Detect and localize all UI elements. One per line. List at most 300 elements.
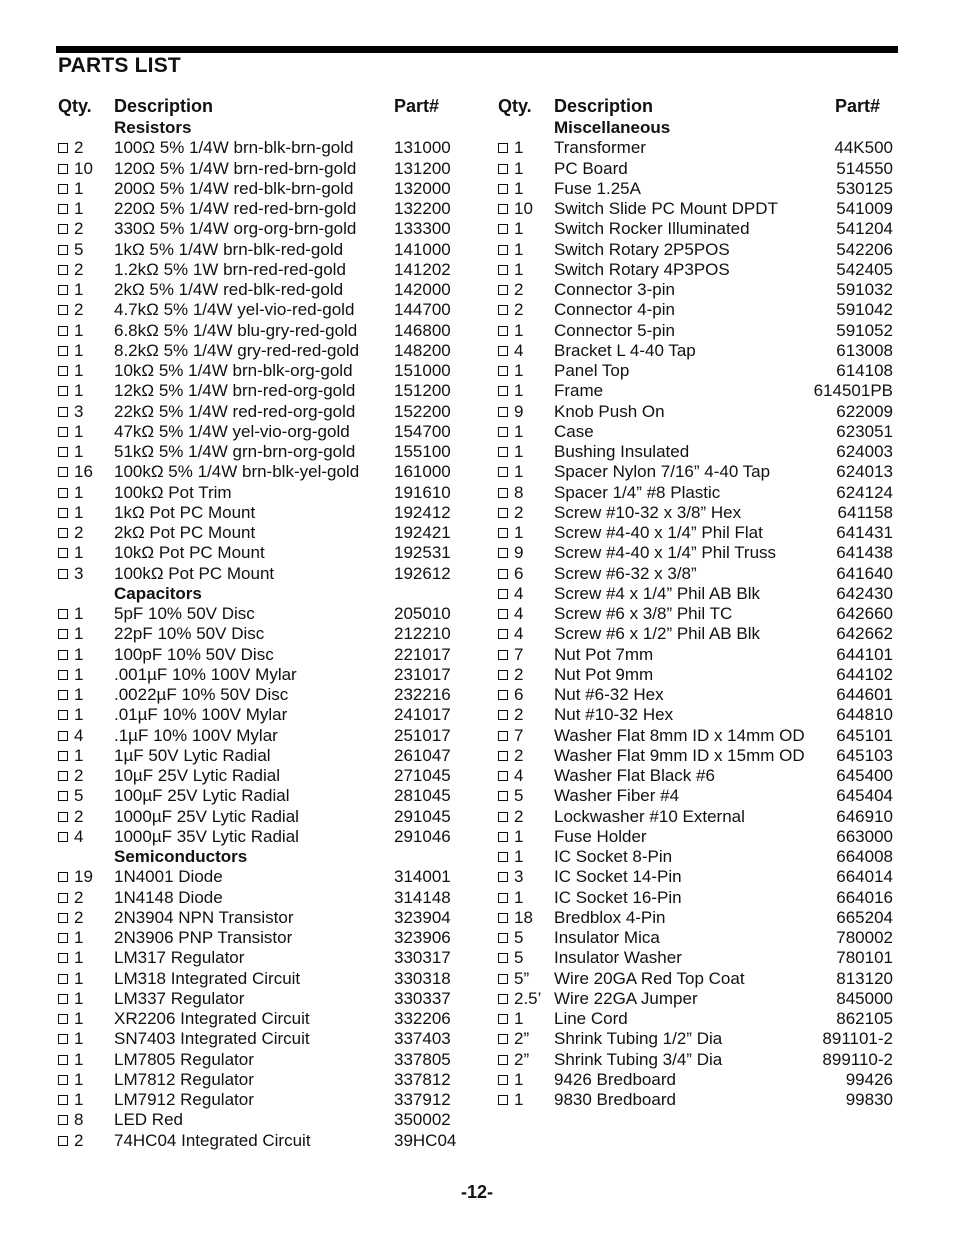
checkbox-icon[interactable] <box>58 204 68 214</box>
part-row <box>58 645 458 665</box>
part-qty <box>58 908 83 928</box>
checkbox-icon[interactable] <box>498 326 508 336</box>
part-description: LM318 Integrated Circuit <box>114 968 301 988</box>
checkbox-icon[interactable] <box>498 731 508 741</box>
part-row <box>498 240 896 260</box>
part-qty <box>58 807 83 827</box>
qty-value: 2 <box>74 523 84 542</box>
part-qty <box>498 867 523 887</box>
part-number: 664008 <box>836 847 893 866</box>
part-row <box>498 503 896 523</box>
checkbox-icon[interactable] <box>498 143 508 153</box>
checkbox-icon[interactable] <box>498 589 508 599</box>
checkbox-icon[interactable] <box>498 407 508 417</box>
part-number: 663000 <box>836 826 893 846</box>
part-row <box>58 726 458 746</box>
part-row <box>58 402 458 422</box>
part-qty <box>58 827 83 847</box>
qty-value: 1 <box>74 280 84 299</box>
checkbox-icon[interactable] <box>58 447 68 457</box>
part-qty <box>58 280 83 300</box>
part-qty <box>58 523 83 543</box>
part-row <box>498 422 896 442</box>
part-row <box>498 807 896 827</box>
part-qty <box>498 847 523 867</box>
checkbox-icon[interactable] <box>498 386 508 396</box>
part-description: 220Ω 5% 1/4W red-red-brn-gold <box>114 199 357 218</box>
page-title: PARTS LIST <box>58 54 181 77</box>
part-description: Screw #6 x 3/8” Phil TC <box>554 604 733 623</box>
part-row <box>498 1090 896 1110</box>
part-description: 9426 Bredboard <box>554 1069 676 1089</box>
part-qty <box>498 604 523 624</box>
column-header <box>58 96 458 118</box>
part-number: 337805 <box>394 1049 451 1069</box>
checkbox-icon[interactable] <box>58 731 68 741</box>
part-description: Screw #6-32 x 3/8” <box>554 563 697 583</box>
part-number: 665204 <box>836 907 893 927</box>
part-number: 141000 <box>394 239 451 259</box>
checkbox-icon[interactable] <box>58 528 68 538</box>
part-row <box>498 786 896 806</box>
part-qty <box>498 928 523 948</box>
part-number: 155100 <box>394 442 451 461</box>
part-description: 1000µF 25V Lytic Radial <box>114 806 299 826</box>
checkbox-icon[interactable] <box>58 488 68 498</box>
part-row <box>58 199 458 219</box>
part-qty <box>58 604 83 624</box>
part-row <box>58 1090 458 1110</box>
checkbox-icon[interactable] <box>498 265 508 275</box>
part-description: 8.2kΩ 5% 1/4W gry-red-red-gold <box>114 340 360 360</box>
part-number: 845000 <box>836 988 893 1008</box>
part-number: 323904 <box>394 907 451 927</box>
part-description: 10µF 25V Lytic Radial <box>114 766 281 785</box>
checkbox-icon[interactable] <box>58 569 68 579</box>
part-description: Nut #10-32 Hex <box>554 705 674 725</box>
part-qty <box>58 969 83 989</box>
part-description: 120Ω 5% 1/4W brn-red-brn-gold <box>114 158 357 178</box>
part-number: 624124 <box>836 482 893 502</box>
checkbox-icon[interactable] <box>498 224 508 234</box>
qty-value: 1 <box>74 948 84 968</box>
part-row <box>58 1070 458 1090</box>
part-row <box>58 1029 458 1049</box>
checkbox-icon[interactable] <box>58 184 68 194</box>
checkbox-icon[interactable] <box>58 974 68 984</box>
part-row <box>498 321 896 341</box>
part-qty <box>58 1009 83 1029</box>
parts-rows-right <box>498 118 896 1110</box>
checkbox-icon[interactable] <box>58 609 68 619</box>
checkbox-icon[interactable] <box>58 690 68 700</box>
part-qty <box>498 543 523 563</box>
checkbox-icon[interactable] <box>498 164 508 174</box>
header-part: Part# <box>394 96 440 116</box>
part-qty <box>498 665 523 685</box>
part-row <box>58 564 458 584</box>
part-number: 131000 <box>394 138 451 158</box>
part-row <box>498 645 896 665</box>
checkbox-icon[interactable] <box>498 913 508 923</box>
part-qty <box>498 624 523 644</box>
qty-value: 1 <box>514 1090 524 1109</box>
part-row <box>498 1029 896 1049</box>
checkbox-icon[interactable] <box>58 427 68 437</box>
section-title: Capacitors <box>114 583 202 603</box>
checkbox-icon[interactable] <box>58 710 68 720</box>
checkbox-icon[interactable] <box>498 1014 508 1024</box>
part-number: 645400 <box>836 766 893 785</box>
part-row <box>58 321 458 341</box>
part-qty <box>58 1110 83 1130</box>
checkbox-icon[interactable] <box>498 427 508 437</box>
part-qty <box>58 543 83 563</box>
checkbox-icon[interactable] <box>498 285 508 295</box>
checkbox-icon[interactable] <box>498 690 508 700</box>
checkbox-icon[interactable] <box>58 1034 68 1044</box>
part-number: 644601 <box>836 685 893 704</box>
part-qty <box>498 766 523 786</box>
checkbox-icon[interactable] <box>58 366 68 376</box>
checkbox-icon[interactable] <box>498 791 508 801</box>
checkbox-icon[interactable] <box>58 265 68 275</box>
part-row <box>498 543 896 563</box>
part-row <box>498 280 896 300</box>
checkbox-icon[interactable] <box>58 326 68 336</box>
checkbox-icon[interactable] <box>58 629 68 639</box>
checkbox-icon[interactable] <box>58 670 68 680</box>
part-qty <box>58 867 93 887</box>
checkbox-icon[interactable] <box>498 953 508 963</box>
part-row <box>498 604 896 624</box>
checkbox-icon[interactable] <box>498 204 508 214</box>
part-qty <box>58 726 83 746</box>
part-qty <box>498 1090 523 1110</box>
qty-value: 1 <box>514 523 524 542</box>
checkbox-icon[interactable] <box>58 407 68 417</box>
checkbox-icon[interactable] <box>498 629 508 639</box>
qty-value: 3 <box>74 401 84 421</box>
part-row <box>58 948 458 968</box>
checkbox-icon[interactable] <box>498 305 508 315</box>
part-description: .001µF 10% 100V Mylar <box>114 664 297 684</box>
checkbox-icon[interactable] <box>498 1034 508 1044</box>
checkbox-icon[interactable] <box>498 710 508 720</box>
checkbox-icon[interactable] <box>498 488 508 498</box>
checkbox-icon[interactable] <box>498 548 508 558</box>
checkbox-icon[interactable] <box>58 994 68 1004</box>
part-description: 100µF 25V Lytic Radial <box>114 786 290 806</box>
checkbox-icon[interactable] <box>58 224 68 234</box>
part-description: Switch Rocker Illuminated <box>554 219 750 239</box>
checkbox-icon[interactable] <box>58 386 68 396</box>
checkbox-icon[interactable] <box>498 893 508 903</box>
part-row <box>498 908 896 928</box>
qty-value: 2” <box>514 1029 530 1049</box>
part-row <box>58 705 458 725</box>
part-number: 624013 <box>836 462 893 482</box>
checkbox-icon[interactable] <box>58 305 68 315</box>
qty-value: 9 <box>514 401 524 421</box>
part-number: 205010 <box>394 604 451 623</box>
part-qty <box>58 989 83 1009</box>
part-qty <box>498 645 523 665</box>
part-row <box>498 989 896 1009</box>
part-row <box>498 766 896 786</box>
qty-value: 7 <box>514 725 524 745</box>
checkbox-icon[interactable] <box>498 974 508 984</box>
part-description: Spacer Nylon 7/16” 4-40 Tap <box>554 462 771 482</box>
checkbox-icon[interactable] <box>58 346 68 356</box>
part-qty <box>498 199 533 219</box>
section-title: Miscellaneous <box>554 118 671 137</box>
part-description: 1µF 50V Lytic Radial <box>114 745 271 765</box>
checkbox-icon[interactable] <box>498 1055 508 1065</box>
checkbox-icon[interactable] <box>498 508 508 518</box>
part-row <box>58 300 458 320</box>
part-description: .1µF 10% 100V Mylar <box>114 725 278 745</box>
qty-value: 16 <box>74 462 93 482</box>
part-number: 641158 <box>837 502 893 522</box>
checkbox-icon[interactable] <box>58 1136 68 1146</box>
checkbox-icon[interactable] <box>58 893 68 903</box>
checkbox-icon[interactable] <box>498 872 508 882</box>
qty-value: 5 <box>74 239 84 259</box>
qty-value: 1 <box>74 1090 84 1109</box>
checkbox-icon[interactable] <box>498 245 508 255</box>
checkbox-icon[interactable] <box>498 751 508 761</box>
part-description: Connector 4-pin <box>554 300 675 320</box>
part-number: 641431 <box>836 523 893 542</box>
part-qty <box>498 1070 523 1090</box>
part-qty <box>58 442 83 462</box>
qty-value: 3 <box>74 563 84 583</box>
checkbox-icon[interactable] <box>498 1075 508 1085</box>
part-row <box>498 523 896 543</box>
checkbox-icon[interactable] <box>58 1055 68 1065</box>
checkbox-icon[interactable] <box>58 812 68 822</box>
part-qty <box>58 1050 83 1070</box>
checkbox-icon[interactable] <box>58 143 68 153</box>
checkbox-icon[interactable] <box>58 245 68 255</box>
part-row <box>498 1050 896 1070</box>
checkbox-icon[interactable] <box>498 994 508 1004</box>
checkbox-icon[interactable] <box>58 933 68 943</box>
part-description: Bracket L 4-40 Tap <box>554 340 696 360</box>
part-description: Shrink Tubing 1/2” Dia <box>554 1029 723 1049</box>
part-number: 591032 <box>836 280 893 299</box>
part-number: 132200 <box>394 199 451 218</box>
part-qty <box>58 564 83 584</box>
checkbox-icon[interactable] <box>58 548 68 558</box>
part-number: 337912 <box>394 1090 451 1109</box>
checkbox-icon[interactable] <box>498 447 508 457</box>
checkbox-icon[interactable] <box>498 670 508 680</box>
part-qty <box>58 786 83 806</box>
part-number: 192412 <box>394 502 451 522</box>
part-number: 99426 <box>845 1069 893 1089</box>
part-description: Washer Flat Black #6 <box>554 766 715 785</box>
part-row <box>498 138 896 158</box>
part-row <box>58 1131 458 1151</box>
section-title: Semiconductors <box>114 847 248 866</box>
part-number: 813120 <box>836 968 893 988</box>
qty-value: 9 <box>514 543 524 563</box>
part-row <box>58 422 458 442</box>
part-row <box>58 766 458 786</box>
qty-value: 8 <box>514 482 524 502</box>
part-number: 891101-2 <box>822 1029 893 1049</box>
qty-value: 2 <box>514 502 524 522</box>
part-row <box>58 624 458 644</box>
part-description: Frame <box>554 381 604 401</box>
part-number: 541204 <box>836 219 893 239</box>
part-qty <box>498 908 533 928</box>
checkbox-icon[interactable] <box>58 771 68 781</box>
checkbox-icon[interactable] <box>58 508 68 518</box>
top-rule <box>56 46 898 53</box>
part-qty <box>498 746 523 766</box>
part-number: 899110-2 <box>822 1049 893 1069</box>
checkbox-icon[interactable] <box>58 872 68 882</box>
part-row <box>58 969 458 989</box>
column-header <box>498 96 896 118</box>
part-qty <box>498 462 523 482</box>
part-number: 261047 <box>394 745 451 765</box>
part-description: 100kΩ 5% 1/4W brn-blk-yel-gold <box>114 462 360 482</box>
checkbox-icon[interactable] <box>498 569 508 579</box>
part-row <box>58 543 458 563</box>
checkbox-icon[interactable] <box>498 771 508 781</box>
qty-value: 1 <box>514 462 524 482</box>
qty-value: 1 <box>74 685 84 704</box>
qty-value: 1 <box>514 421 524 441</box>
part-row <box>498 361 896 381</box>
part-description: 22kΩ 5% 1/4W red-red-org-gold <box>114 401 356 421</box>
part-qty <box>498 705 523 725</box>
part-qty <box>498 179 523 199</box>
part-description: Switch Rotary 2P5POS <box>554 239 730 259</box>
checkbox-icon[interactable] <box>498 1095 508 1105</box>
part-description: 1N4001 Diode <box>114 867 223 887</box>
part-description: Shrink Tubing 3/4” Dia <box>554 1049 723 1069</box>
part-description: 1.2kΩ 5% 1W brn-red-red-gold <box>114 259 346 279</box>
checkbox-icon[interactable] <box>498 650 508 660</box>
part-number: 332206 <box>394 1009 451 1028</box>
part-row <box>498 219 896 239</box>
part-qty <box>498 503 523 523</box>
checkbox-icon[interactable] <box>58 467 68 477</box>
part-number: 624003 <box>836 442 893 461</box>
checkbox-icon[interactable] <box>58 1095 68 1105</box>
qty-value: 1 <box>514 158 524 178</box>
part-number: 291046 <box>394 826 451 846</box>
part-description: LED Red <box>114 1110 183 1130</box>
qty-value: 5” <box>514 968 530 988</box>
checkbox-icon[interactable] <box>58 1075 68 1085</box>
part-qty <box>498 300 523 320</box>
checkbox-icon[interactable] <box>58 953 68 963</box>
part-row <box>498 847 896 867</box>
part-description: Nut Pot 9mm <box>554 664 654 684</box>
checkbox-icon[interactable] <box>498 528 508 538</box>
checkbox-icon[interactable] <box>58 164 68 174</box>
part-row <box>58 260 458 280</box>
part-number: 146800 <box>394 320 451 340</box>
checkbox-icon[interactable] <box>498 346 508 356</box>
checkbox-icon[interactable] <box>58 913 68 923</box>
part-description: Washer Fiber #4 <box>554 786 680 806</box>
part-row <box>58 523 458 543</box>
part-description: 2kΩ Pot PC Mount <box>114 523 256 542</box>
checkbox-icon[interactable] <box>498 832 508 842</box>
part-row <box>498 827 896 847</box>
part-description: Knob Push On <box>554 401 665 421</box>
checkbox-icon[interactable] <box>498 933 508 943</box>
qty-value: 2 <box>514 806 524 826</box>
checkbox-icon[interactable] <box>58 650 68 660</box>
checkbox-icon[interactable] <box>58 751 68 761</box>
part-qty <box>498 1050 529 1070</box>
parts-rows-left <box>58 118 458 1151</box>
qty-value: 1 <box>514 239 524 259</box>
checkbox-icon[interactable] <box>58 1014 68 1024</box>
qty-value: 4 <box>74 826 84 846</box>
part-description: 1000µF 35V Lytic Radial <box>114 826 299 846</box>
part-number: 644101 <box>836 644 893 664</box>
part-number: 212210 <box>394 624 451 644</box>
part-row <box>58 928 458 948</box>
checkbox-icon[interactable] <box>498 609 508 619</box>
part-number: 144700 <box>394 300 451 320</box>
part-description: Screw #4-40 x 1/4” Phil Truss <box>554 543 777 563</box>
part-qty <box>498 786 523 806</box>
qty-value: 1 <box>514 381 524 401</box>
part-description: Fuse 1.25A <box>554 178 641 198</box>
part-row <box>58 341 458 361</box>
part-number: 281045 <box>394 786 451 806</box>
part-number: 231017 <box>394 664 451 684</box>
checkbox-icon[interactable] <box>58 285 68 295</box>
part-description: 2kΩ 5% 1/4W red-blk-red-gold <box>114 280 344 299</box>
checkbox-icon[interactable] <box>498 467 508 477</box>
part-qty <box>58 645 83 665</box>
qty-value: 8 <box>74 1110 84 1130</box>
checkbox-icon[interactable] <box>498 812 508 822</box>
checkbox-icon[interactable] <box>498 366 508 376</box>
qty-value: 1 <box>74 705 84 725</box>
checkbox-icon[interactable] <box>498 852 508 862</box>
checkbox-icon[interactable] <box>58 832 68 842</box>
part-description: Screw #10-32 x 3/8” Hex <box>554 502 742 522</box>
qty-value: 1 <box>74 340 84 360</box>
qty-value: 4 <box>74 725 84 745</box>
part-qty <box>58 624 83 644</box>
qty-value: 1 <box>74 421 84 441</box>
part-number: 644102 <box>836 664 893 684</box>
part-description: .01µF 10% 100V Mylar <box>114 705 288 725</box>
part-row <box>498 442 896 462</box>
part-number: 514550 <box>836 158 893 178</box>
part-description: Washer Flat 8mm ID x 14mm OD <box>554 725 805 745</box>
checkbox-icon[interactable] <box>58 1115 68 1125</box>
part-qty <box>498 321 523 341</box>
part-qty <box>498 888 523 908</box>
checkbox-icon[interactable] <box>58 791 68 801</box>
part-qty <box>58 179 83 199</box>
checkbox-icon[interactable] <box>498 184 508 194</box>
